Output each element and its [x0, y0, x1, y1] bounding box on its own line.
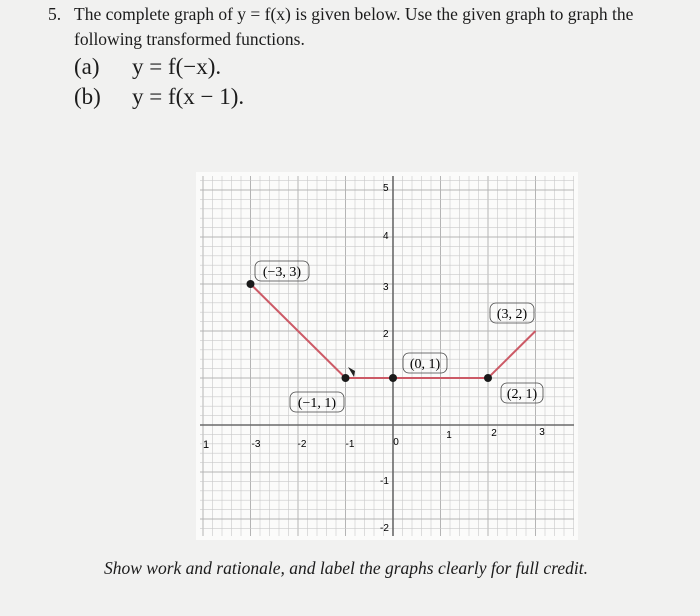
problem-number: 5.: [48, 4, 62, 24]
y-tick-neg1: -1: [380, 476, 389, 487]
point-label-2-1: (2, 1): [506, 387, 538, 402]
x-tick-neg2: -2: [297, 439, 307, 450]
x-tick-neg3: -3: [251, 439, 261, 450]
y-tick-neg2: -2: [380, 523, 389, 534]
x-tick-1: 1: [446, 430, 452, 441]
y-tick-3: 3: [383, 282, 389, 293]
footer-instructions: Show work and rationale, and label the graphs clearly for full credit.: [104, 558, 588, 578]
x-tick-zero: 0: [393, 437, 399, 448]
curve-point: [247, 280, 255, 288]
left-edge-mark: 1: [203, 439, 210, 451]
point-label-3-2: (3, 2): [496, 307, 528, 322]
point-label-neg1-1: (−1, 1): [297, 396, 337, 411]
part-a-label: (a): [74, 54, 100, 79]
part-b-expression: y = f(x − 1).: [132, 84, 245, 109]
point-label-neg3-3: (−3, 3): [262, 265, 302, 280]
part-b-label: (b): [74, 84, 101, 109]
x-tick-2: 2: [491, 428, 497, 439]
curve-point: [389, 374, 397, 382]
curve-point: [342, 374, 350, 382]
y-tick-2: 2: [383, 329, 389, 340]
part-a-expression: y = f(−x).: [132, 54, 222, 79]
x-tick-neg1: -1: [345, 439, 355, 450]
x-tick-3: 3: [539, 427, 545, 438]
point-label-0-1: (0, 1): [409, 357, 441, 372]
problem-text-line2: following transformed functions.: [74, 29, 305, 49]
curve-point: [484, 374, 492, 382]
y-tick-5: 5: [383, 183, 389, 194]
y-tick-4: 4: [383, 231, 389, 242]
problem-text-line1: The complete graph of y = f(x) is given below. Use the given graph to graph the: [74, 4, 634, 24]
